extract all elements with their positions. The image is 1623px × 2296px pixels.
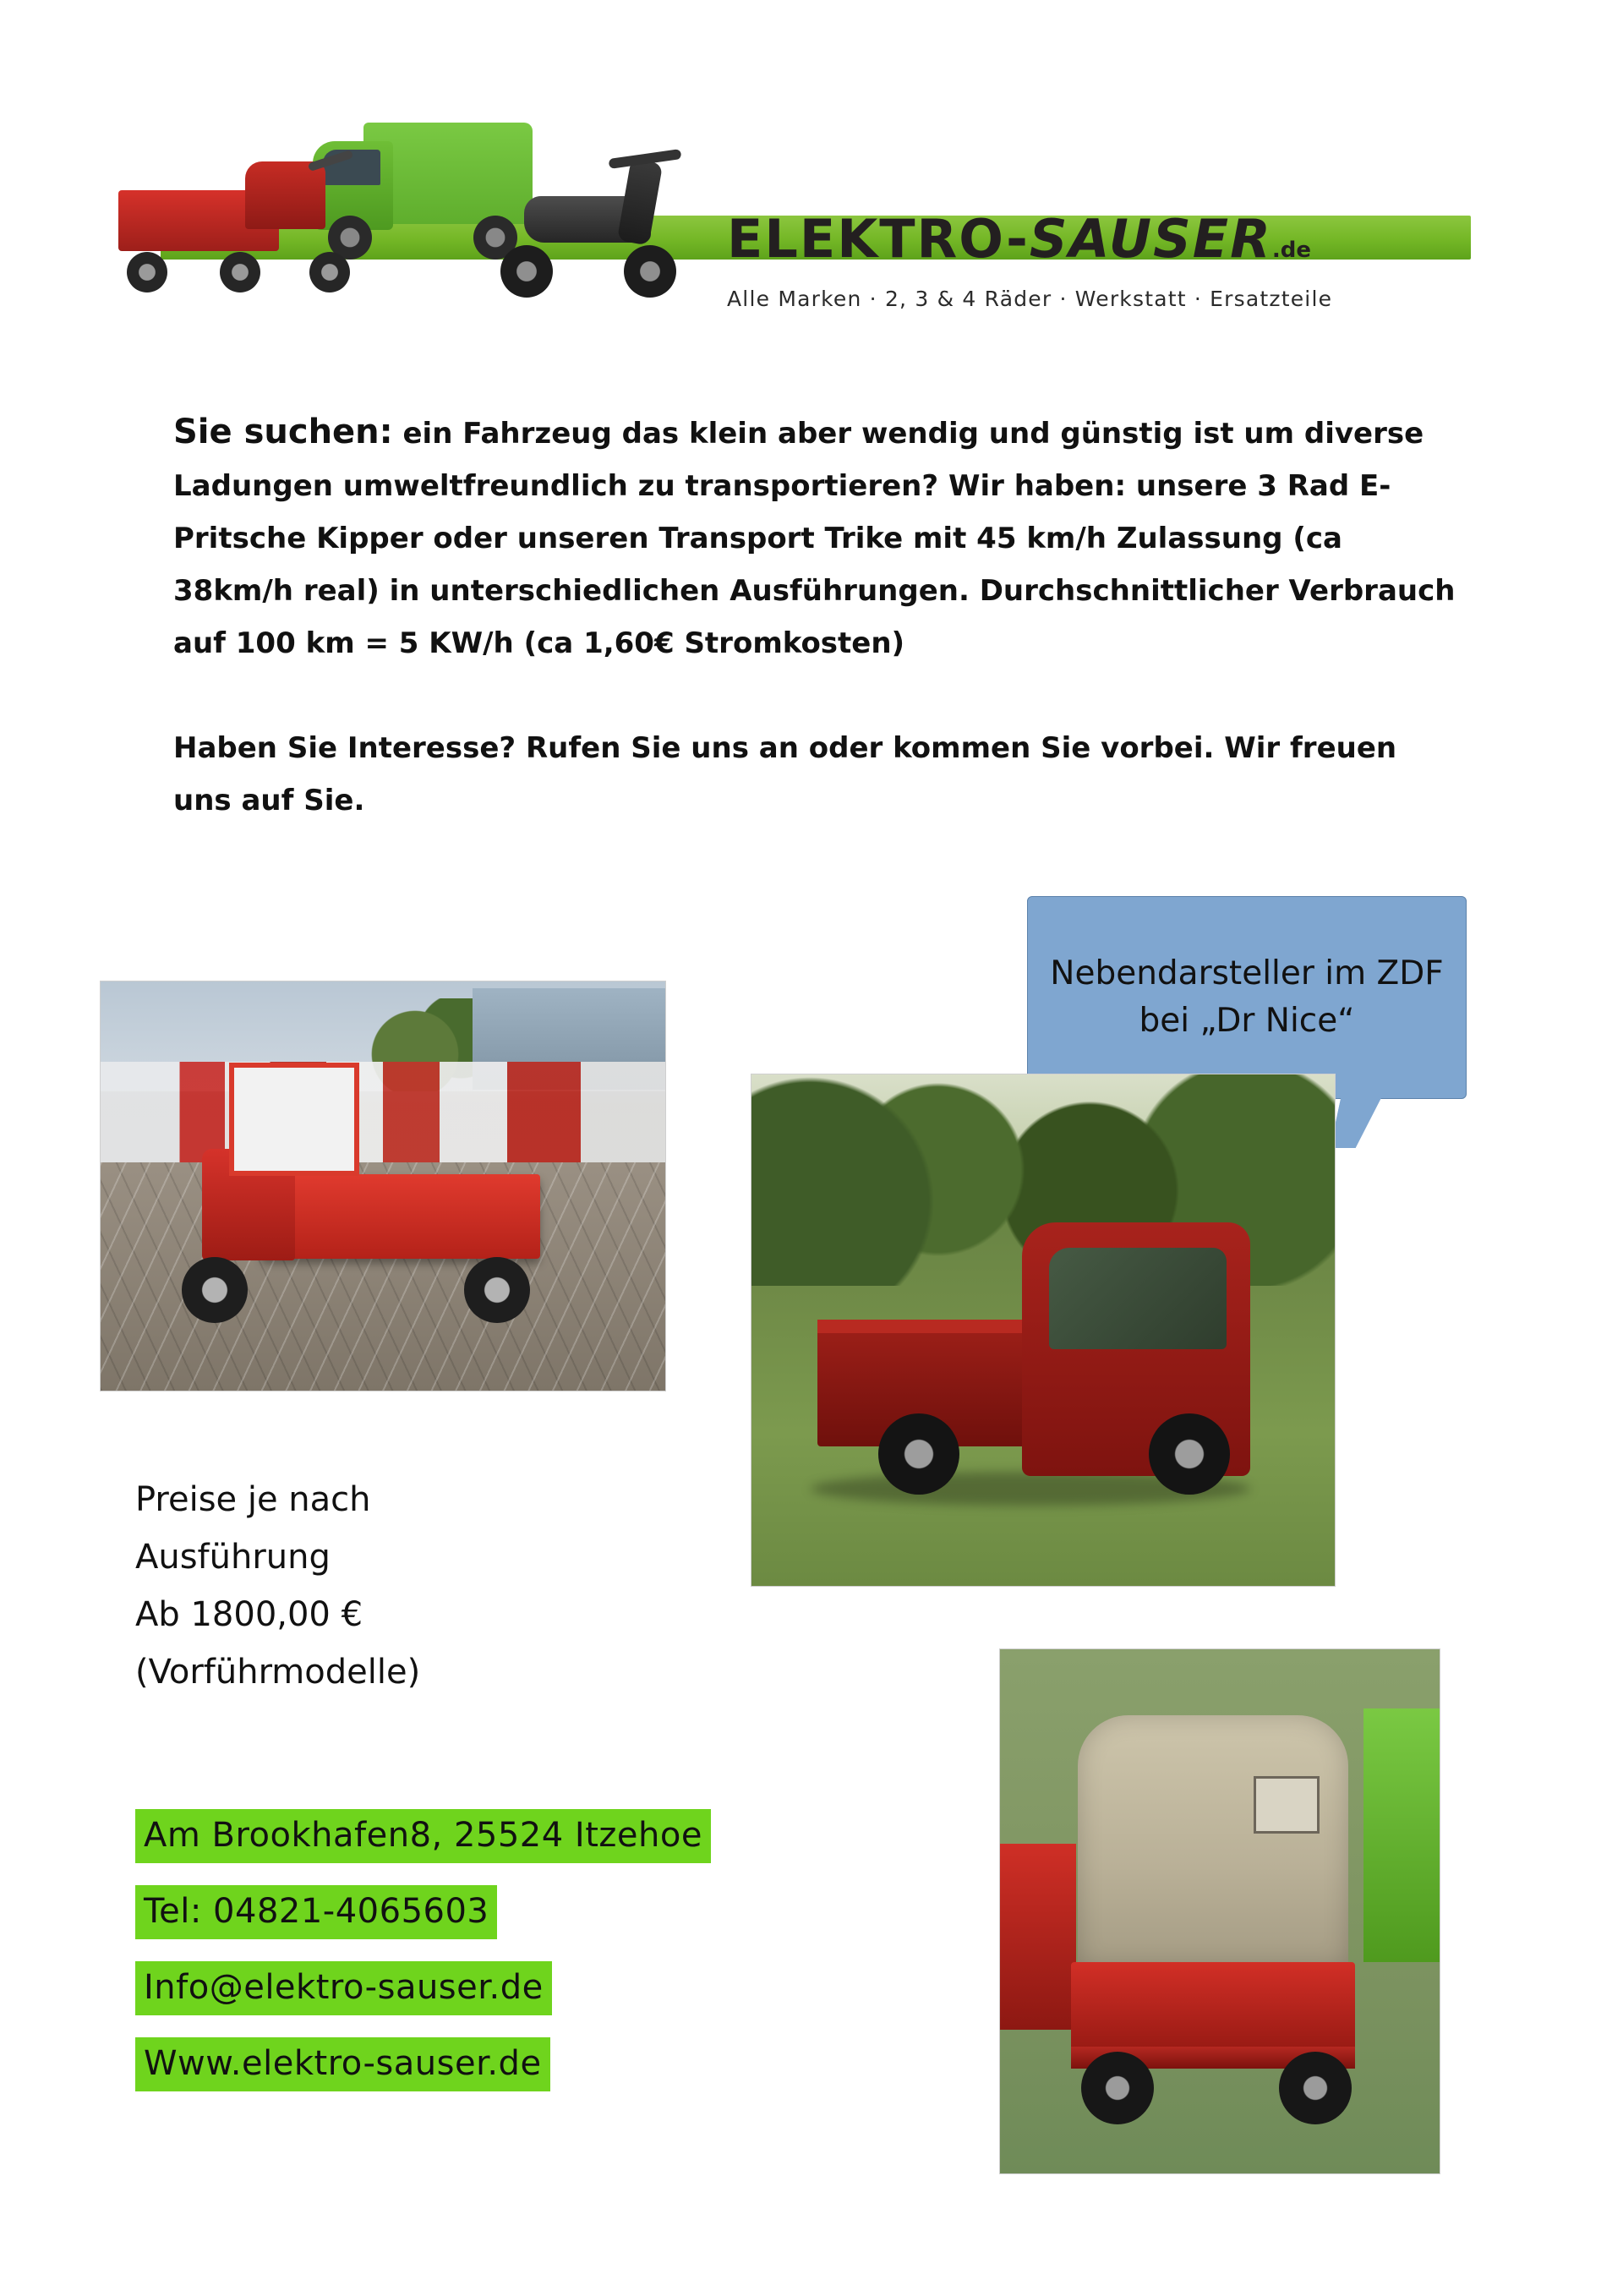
contact-email[interactable]: Info@elektro-sauser.de (135, 1961, 552, 2015)
contact-block (135, 1809, 981, 2113)
contact-website-line[interactable] (135, 2037, 981, 2091)
scooter-image (482, 154, 702, 306)
intro-paragraph (173, 406, 1458, 670)
price-line-4: (Vorführmodelle) (135, 1653, 421, 1692)
brand-block (727, 208, 1488, 313)
contact-phone-line[interactable] (135, 1885, 981, 1939)
photo-canvas-tilt-trike-rear (999, 1648, 1440, 2174)
intro-lead-label: Sie suchen: (173, 413, 393, 451)
header (0, 0, 1623, 364)
price-line-1: Preise je nach (135, 1480, 371, 1519)
brand-domain-suffix: .de (1271, 238, 1311, 263)
brand-name-main: ELEKTRO- (727, 208, 1030, 270)
contact-address: Am Brookhafen8, 25524 Itzehoe (135, 1809, 711, 1863)
call-to-action-paragraph: Haben Sie Interesse? Rufen Sie uns an oder kommen Sie vorbei. Wir freuen uns auf Sie. (173, 731, 1397, 817)
intro-paragraph-text: ein Fahrzeug das klein aber wendig und günstig ist um diverse Ladungen umweltfreundlich zu transportieren? Wir haben: unsere 3 Rad E-Pritsche Kipper oder unseren Transport Trike mit 45 km/h Zulassung (ca 38km/h real) in unterschiedlichen Ausführungen. Durchschnittlicher Verbrauch auf 100 km = 5 KW/h (ca 1,60€ Stromkosten) (173, 417, 1456, 660)
contact-email-line[interactable] (135, 1961, 981, 2015)
contact-website[interactable]: Www.elektro-sauser.de (135, 2037, 550, 2091)
callout-tail (1331, 1097, 1382, 1148)
logo-vehicle-photos (118, 110, 702, 321)
price-block (135, 1471, 659, 1701)
contact-address-line (135, 1809, 981, 1863)
tv-mention-callout: Nebendarsteller im ZDF bei „Dr Nice“ (1027, 896, 1467, 1099)
contact-phone[interactable]: Tel: 04821-4065603 (135, 1885, 497, 1939)
price-line-2: Ausführung (135, 1538, 331, 1577)
intro-text-block (173, 406, 1458, 827)
red-trike-image (118, 156, 372, 304)
photo-dark-red-cabin-trike (751, 1074, 1336, 1587)
photo-red-trike-pickup (100, 981, 666, 1391)
price-line-3: Ab 1800,00 € (135, 1595, 363, 1634)
brand-name-italic: SAUSER (1029, 208, 1272, 270)
brand-title (727, 208, 1488, 276)
brand-tagline: Alle Marken · 2, 3 & 4 Räder · Werkstatt · Ersatzteile (727, 287, 1333, 311)
